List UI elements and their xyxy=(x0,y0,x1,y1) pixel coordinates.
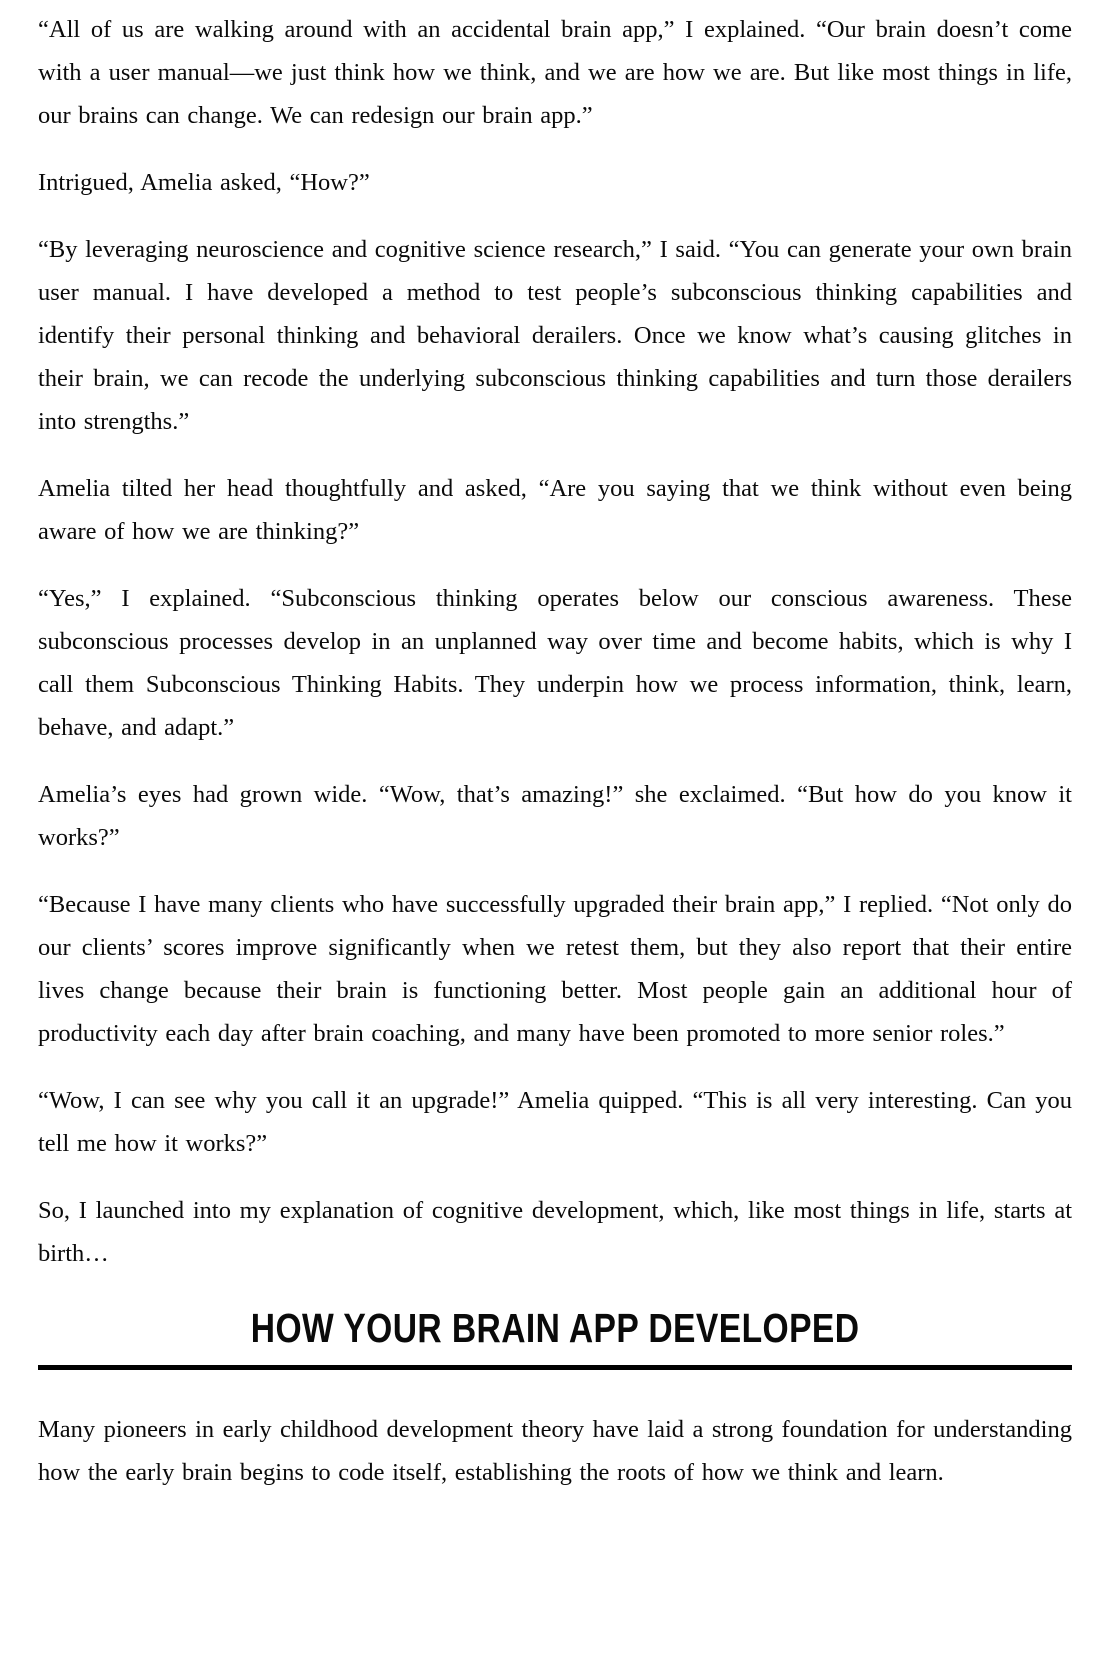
section-heading-text: HOW YOUR BRAIN APP DEVELOPED xyxy=(250,1305,860,1351)
after-heading-text-section xyxy=(38,1408,1072,1494)
paragraph: “All of us are walking around with an accidental brain app,” I explained. “Our brain doesn’t come with a user manual—we just think how we think, and we are how we are. But like most things in life, our brains can change. We can redesign our brain app.” xyxy=(38,16,1072,129)
paragraph: So, I launched into my explanation of cognitive development, which, like most things in life, starts at birth… xyxy=(38,1197,1072,1267)
paragraph: “Wow, I can see why you call it an upgrade!” Amelia quipped. “This is all very interesting. Can you tell me how it works?” xyxy=(38,1087,1072,1157)
paragraph: Many pioneers in early childhood development theory have laid a strong foundation for understanding how the early brain begins to code itself, establishing the roots of how we think and learn. xyxy=(38,1416,1072,1486)
dialogue-text-section xyxy=(38,8,1072,1275)
paragraph: Amelia’s eyes had grown wide. “Wow, that’s amazing!” she exclaimed. “But how do you know it works?” xyxy=(38,781,1072,851)
paragraph: “Because I have many clients who have successfully upgraded their brain app,” I replied. “Not only do our clients’ scores improve significantly when we retest them, but they also report that their entire lives change because their brain is functioning better. Most people gain an additional hour of productivity each day after brain coaching, and many have been promoted to more senior roles.” xyxy=(38,891,1072,1047)
paragraph: “By leveraging neuroscience and cognitive science research,” I said. “You can generate your own brain user manual. I have developed a method to test people’s subconscious thinking capabilities and identify their personal thinking and behavioral derailers. Once we know what’s causing glitches in their brain, we can recode the underlying subconscious thinking capabilities and turn those derailers into strengths.” xyxy=(38,236,1072,435)
paragraph: Amelia tilted her head thoughtfully and asked, “Are you saying that we think without even being aware of how we are thinking?” xyxy=(38,475,1072,545)
section-heading xyxy=(38,1305,1072,1356)
paragraph: “Yes,” I explained. “Subconscious thinking operates below our conscious awareness. These subconscious processes develop in an unplanned way over time and become habits, which is why I call them Subconscious Thinking Habits. They underpin how we process information, think, learn, behave, and adapt.” xyxy=(38,585,1072,741)
heading-rule xyxy=(38,1365,1072,1370)
paragraph: Intrigued, Amelia asked, “How?” xyxy=(38,169,370,196)
